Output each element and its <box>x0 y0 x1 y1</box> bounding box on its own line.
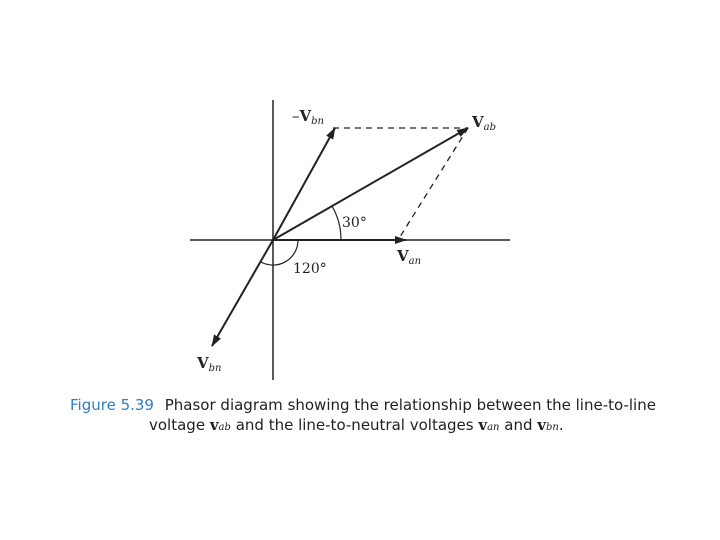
figure-number: Figure 5.39 <box>70 396 154 414</box>
caption-text-4: and <box>504 416 533 434</box>
figure-caption <box>70 395 690 438</box>
caption-text-1: Phasor diagram showing the relationship between the line-to-line <box>164 396 656 414</box>
caption-line-2 <box>70 415 690 438</box>
angle-label-30: 30° <box>342 215 367 231</box>
label-vbn: $V_{bn}$ <box>197 354 222 374</box>
caption-symbol-vbn: vbn <box>537 416 559 434</box>
dashed-line-diagonal <box>398 128 468 240</box>
caption-text-5: . <box>558 416 564 434</box>
angle-label-120: 120° <box>293 261 327 277</box>
label-van: $V_{an}$ <box>397 247 422 267</box>
label-vab: $V_{ab}$ <box>472 113 497 133</box>
vector-vab-arrow <box>273 128 468 240</box>
caption-text-3: and the line-to-neutral voltages <box>235 416 474 434</box>
caption-symbol-vab: vab <box>209 416 231 434</box>
vector-vbn-arrow <box>212 240 273 346</box>
caption-symbol-van: van <box>478 416 500 434</box>
label-neg-vbn: $-V_{bn}$ <box>292 107 324 127</box>
caption-line-1 <box>70 395 690 415</box>
angle-arc-30 <box>332 206 341 240</box>
caption-text-2: voltage <box>149 416 206 434</box>
